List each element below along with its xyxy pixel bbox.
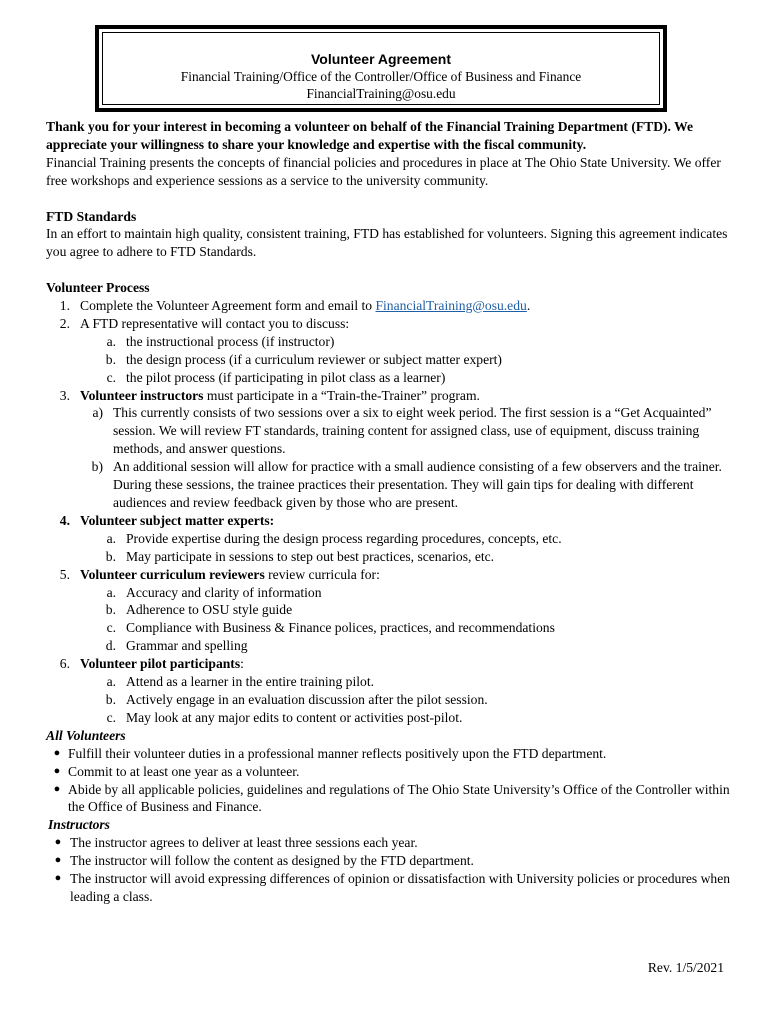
step-label: Volunteer curriculum reviewers — [80, 566, 265, 582]
bullet-icon: ● — [53, 746, 61, 759]
list-item: c. the pilot process (if participating in pilot class as a learner) — [106, 369, 446, 385]
header-box — [95, 25, 667, 112]
list-number: 6. — [59, 656, 70, 672]
bullet-item: ● The instructor agrees to deliver at least three sessions each year. — [46, 834, 736, 852]
header-email: FinancialTraining@osu.edu — [306, 86, 456, 101]
list-item: b. Adherence to OSU style guide — [105, 602, 293, 618]
bullet-icon: ● — [54, 836, 62, 849]
all-volunteers-heading: All Volunteers — [46, 727, 126, 743]
list-item: b. the design process (if a curriculum reviewer or subject matter expert) — [105, 351, 502, 367]
list-number: 4. — [59, 512, 70, 528]
standards-heading: FTD Standards — [46, 208, 137, 224]
list-number: 2. — [59, 315, 70, 331]
list-item: d. Grammar and spelling — [105, 638, 248, 654]
process-step-3 — [46, 387, 736, 405]
bullet-icon: ● — [54, 854, 62, 867]
revision-date: Rev. 1/5/2021 — [647, 960, 724, 975]
list-item: a. the instructional process (if instructor) — [106, 333, 335, 349]
step-label: Volunteer subject matter experts: — [80, 512, 275, 528]
list-item: b) An additional session will allow for practice with a small audience consisting of a few observers and the trainer. During these sessions, the trainee practices their presentation. They will gain tips for dealing with different audiences and review feedback given by those who are present. — [91, 459, 722, 510]
process-heading: Volunteer Process — [46, 280, 150, 296]
list-item: b. Actively engage in an evaluation discussion after the pilot session. — [105, 691, 488, 707]
list-item: b. May participate in sessions to step out best practices, scenarios, etc. — [105, 548, 495, 564]
list-number: 1. — [59, 298, 70, 314]
list-item: a. Accuracy and clarity of information — [106, 584, 322, 600]
list-item: a) This currently consists of two sessions over a six to eight week period. The first session is a “Get Acquainted” session. We will review FT standards, training content for assigned class, use of equipment, discuss training methods, and answer questions. — [92, 405, 712, 457]
bullet-icon: ● — [53, 782, 61, 795]
list-number: 5. — [59, 566, 70, 582]
step-label: Volunteer instructors — [80, 387, 204, 403]
list-item: a. Attend as a learner in the entire training pilot. — [106, 674, 374, 690]
list-number: 3. — [59, 387, 70, 403]
bullet-item: ● Commit to at least one year as a volunteer. — [46, 763, 736, 781]
bullet-item: ● Fulfill their volunteer duties in a professional manner reflects positively upon the FTD department. — [46, 745, 736, 763]
step-text: must participate in a “Train-the-Trainer” program. — [203, 387, 480, 403]
process-step-6 — [46, 655, 736, 673]
list-item: c. Compliance with Business & Finance polices, practices, and recommendations — [106, 620, 555, 636]
process-step-2 — [46, 315, 736, 333]
process-step-5 — [46, 566, 736, 584]
step-text: A FTD representative will contact you to discuss: — [80, 315, 350, 331]
step-text: Complete the Volunteer Agreement form and email to — [80, 298, 376, 314]
email-link[interactable]: FinancialTraining@osu.edu — [375, 298, 527, 314]
instructors-heading: Instructors — [48, 817, 110, 833]
bullet-item: ● The instructor will follow the content as designed by the FTD department. — [46, 852, 736, 870]
step-label: Volunteer pilot participants — [80, 656, 241, 672]
header-subtitle: Financial Training/Office of the Controller/Office of Business and Finance — [180, 69, 582, 84]
process-step-4 — [46, 512, 736, 530]
step-text: review curricula for: — [264, 566, 380, 582]
standards-text: In an effort to maintain high quality, consistent training, FTD has established for volunteers. Signing this agreement indicates you agree to adhere to FTD Standards. — [46, 226, 728, 260]
list-item: a. Provide expertise during the design process regarding procedures, concepts, etc. — [106, 530, 562, 546]
bullet-item: ● The instructor will avoid expressing differences of opinion or dissatisfaction with University policies or procedures when leading a class. — [46, 870, 736, 906]
document-title: Volunteer Agreement — [310, 51, 452, 67]
list-item: c. May look at any major edits to content or activities post-pilot. — [106, 709, 463, 725]
header-inner — [102, 32, 660, 105]
intro-text: Financial Training presents the concepts of financial policies and procedures in place at The Ohio State University. We offer free workshops and experience sessions as a service to the university community. — [46, 154, 721, 188]
intro-bold: Thank you for your interest in becoming a volunteer on behalf of the Financial Training Department (FTD). We appreciate your willingness to share your knowledge and expertise with the fiscal community. — [46, 119, 693, 152]
bullet-item: ● Abide by all applicable policies, guidelines and regulations of The Ohio State University’s Office of the Controller within the Office of Business and Finance. — [46, 781, 736, 817]
step-text: : — [240, 656, 244, 672]
process-step-1: 1. Complete the Volunteer Agreement form and email to FinancialTraining@osu.edu. — [46, 297, 736, 315]
bullet-icon: ● — [53, 764, 61, 777]
document-body — [46, 118, 736, 906]
bullet-icon: ● — [54, 872, 62, 885]
